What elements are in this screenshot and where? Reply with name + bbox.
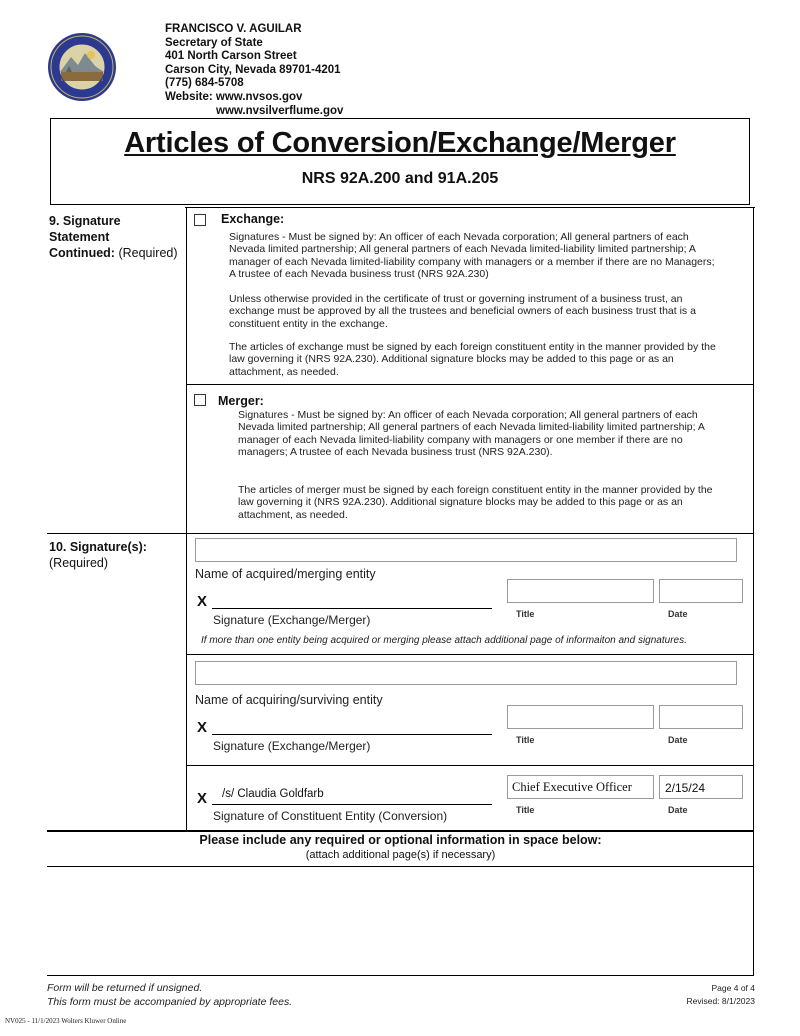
fees-notice: This form must be accompanied by appropriate fees.	[47, 996, 293, 1008]
signature-line	[212, 608, 492, 609]
divider	[47, 830, 754, 832]
form-title: Articles of Conversion/Exchange/Merger	[124, 127, 676, 159]
title-label-1: Title	[516, 609, 535, 619]
section-9-label-line-3: Continued:	[49, 246, 115, 260]
page-number: Page 4 of 4	[711, 983, 755, 993]
date-label-2: Date	[668, 735, 688, 745]
title-label-2: Title	[516, 735, 535, 745]
secretary-role: Secretary of State	[165, 36, 263, 49]
additional-info-area[interactable]	[50, 870, 750, 972]
signature-x-mark: X	[197, 790, 208, 807]
divider	[47, 975, 754, 976]
conversion-title-label: Title	[516, 805, 535, 815]
merger-paragraph-1: Signatures - Must be signed by: An officer of each Nevada corporation; All general partners of each Nevada limited partnership; All general partners of each Nevada limited-liability limited partnership; A manager of each Nevada limited-liability company with managers or one member if there are no managers; A trustee of each Nevada business trust (NRS 92A.230).	[238, 409, 705, 459]
merger-label: Merger:	[218, 394, 264, 408]
exchange-paragraph-3: The articles of exchange must be signed by each foreign constituent entity in the manner provided by the law governing it (NRS 92A.230). Additional signature blocks may be added to this page or as an attachment, as needed.	[229, 341, 716, 378]
revised-date: Revised: 8/1/2023	[686, 996, 755, 1006]
conversion-date-field[interactable]	[659, 775, 743, 799]
nevada-state-seal-icon	[47, 25, 117, 110]
signature-line	[212, 804, 492, 805]
divider	[47, 866, 754, 867]
title-field-1[interactable]	[507, 579, 654, 603]
title-field-2[interactable]	[507, 705, 654, 729]
date-label-1: Date	[668, 609, 688, 619]
city-address: Carson City, Nevada 89701-4201	[165, 63, 341, 76]
section-9-required: (Required)	[118, 246, 178, 260]
conversion-signature-label: Signature of Constituent Entity (Conversion)	[213, 809, 448, 823]
signature-x-mark: X	[197, 719, 208, 736]
date-field-2[interactable]	[659, 705, 743, 729]
column-divider	[186, 207, 187, 831]
agency-header	[165, 23, 343, 118]
conversion-title-field[interactable]	[507, 775, 654, 799]
merger-paragraph-2: The articles of merger must be signed by each foreign constituent entity in the manner provided by the law governing it (NRS 92A.230). Additional signature blocks may be added to this page or as an attachment, as needed.	[238, 484, 713, 521]
exchange-paragraph-1: Signatures - Must be signed by: An officer of each Nevada corporation; All general partners of each Nevada limited partnership; All general partners of each Nevada limited-liability limited partnership; A manager of each Nevada limited-liability company with managers or a member if there are no Managers; A trustee of each Nevada business trust (NRS 92A.230)	[229, 231, 715, 281]
surviving-entity-label: Name of acquiring/surviving entity	[195, 693, 383, 707]
street-address: 401 North Carson Street	[165, 50, 297, 63]
additional-info-subheading: (attach additional page(s) if necessary)	[305, 849, 496, 861]
acquired-entity-label: Name of acquired/merging entity	[195, 567, 376, 581]
section-10-label-text: 10. Signature(s):	[49, 540, 147, 554]
conversion-date-value: 2/15/24	[665, 781, 706, 795]
date-field-1[interactable]	[659, 579, 743, 603]
divider	[186, 654, 754, 655]
divider	[186, 384, 754, 385]
form-subtitle: NRS 92A.200 and 91A.205	[301, 170, 499, 187]
exchange-paragraph-2: Unless otherwise provided in the certificate of trust or governing instrument of a business trust, an exchange must be approved by all the trustees and beneficial owners of each business trust that is a constituent entity in the exchange.	[229, 293, 696, 330]
exchange-label: Exchange:	[221, 212, 285, 226]
divider	[47, 533, 754, 534]
signature-line	[212, 734, 492, 735]
section-10-required: (Required)	[49, 556, 109, 570]
merger-checkbox[interactable]	[194, 394, 206, 406]
section-10-label	[49, 539, 147, 571]
secretary-name: FRANCISCO V. AGUILAR	[165, 23, 302, 35]
signature-x-mark: X	[197, 593, 208, 610]
conversion-title-value: Chief Executive Officer	[512, 780, 632, 794]
phone-number: (775) 684-5708	[165, 77, 244, 90]
section-9-label	[49, 213, 178, 261]
surviving-entity-name-field[interactable]	[195, 661, 737, 685]
conversion-date-label: Date	[668, 805, 688, 815]
exchange-signature-label-1: Signature (Exchange/Merger)	[213, 613, 371, 627]
acquired-entity-name-field[interactable]	[195, 538, 737, 562]
additional-info-heading: Please include any required or optional information in space below:	[199, 833, 602, 847]
website-line-2: www.nvsilverflume.gov	[216, 104, 344, 117]
section-9-label-line-1: 9. Signature	[49, 214, 121, 228]
divider	[185, 207, 755, 208]
exchange-signature-label-2: Signature (Exchange/Merger)	[213, 739, 371, 753]
form-code: NV025 - 11/1/2023 Wolters Kluwer Online	[5, 1017, 127, 1025]
divider	[186, 765, 754, 766]
conversion-signature-value[interactable]: /s/ Claudia Goldfarb	[222, 788, 324, 800]
additional-entities-note: If more than one entity being acquired or merging please attach additional page of informaiton and signatures.	[201, 635, 687, 646]
exchange-checkbox[interactable]	[194, 214, 206, 226]
website-line-1: Website: www.nvsos.gov	[165, 90, 303, 103]
unsigned-warning: Form will be returned if unsigned.	[47, 982, 203, 994]
section-9-label-line-2: Statement	[49, 230, 110, 244]
